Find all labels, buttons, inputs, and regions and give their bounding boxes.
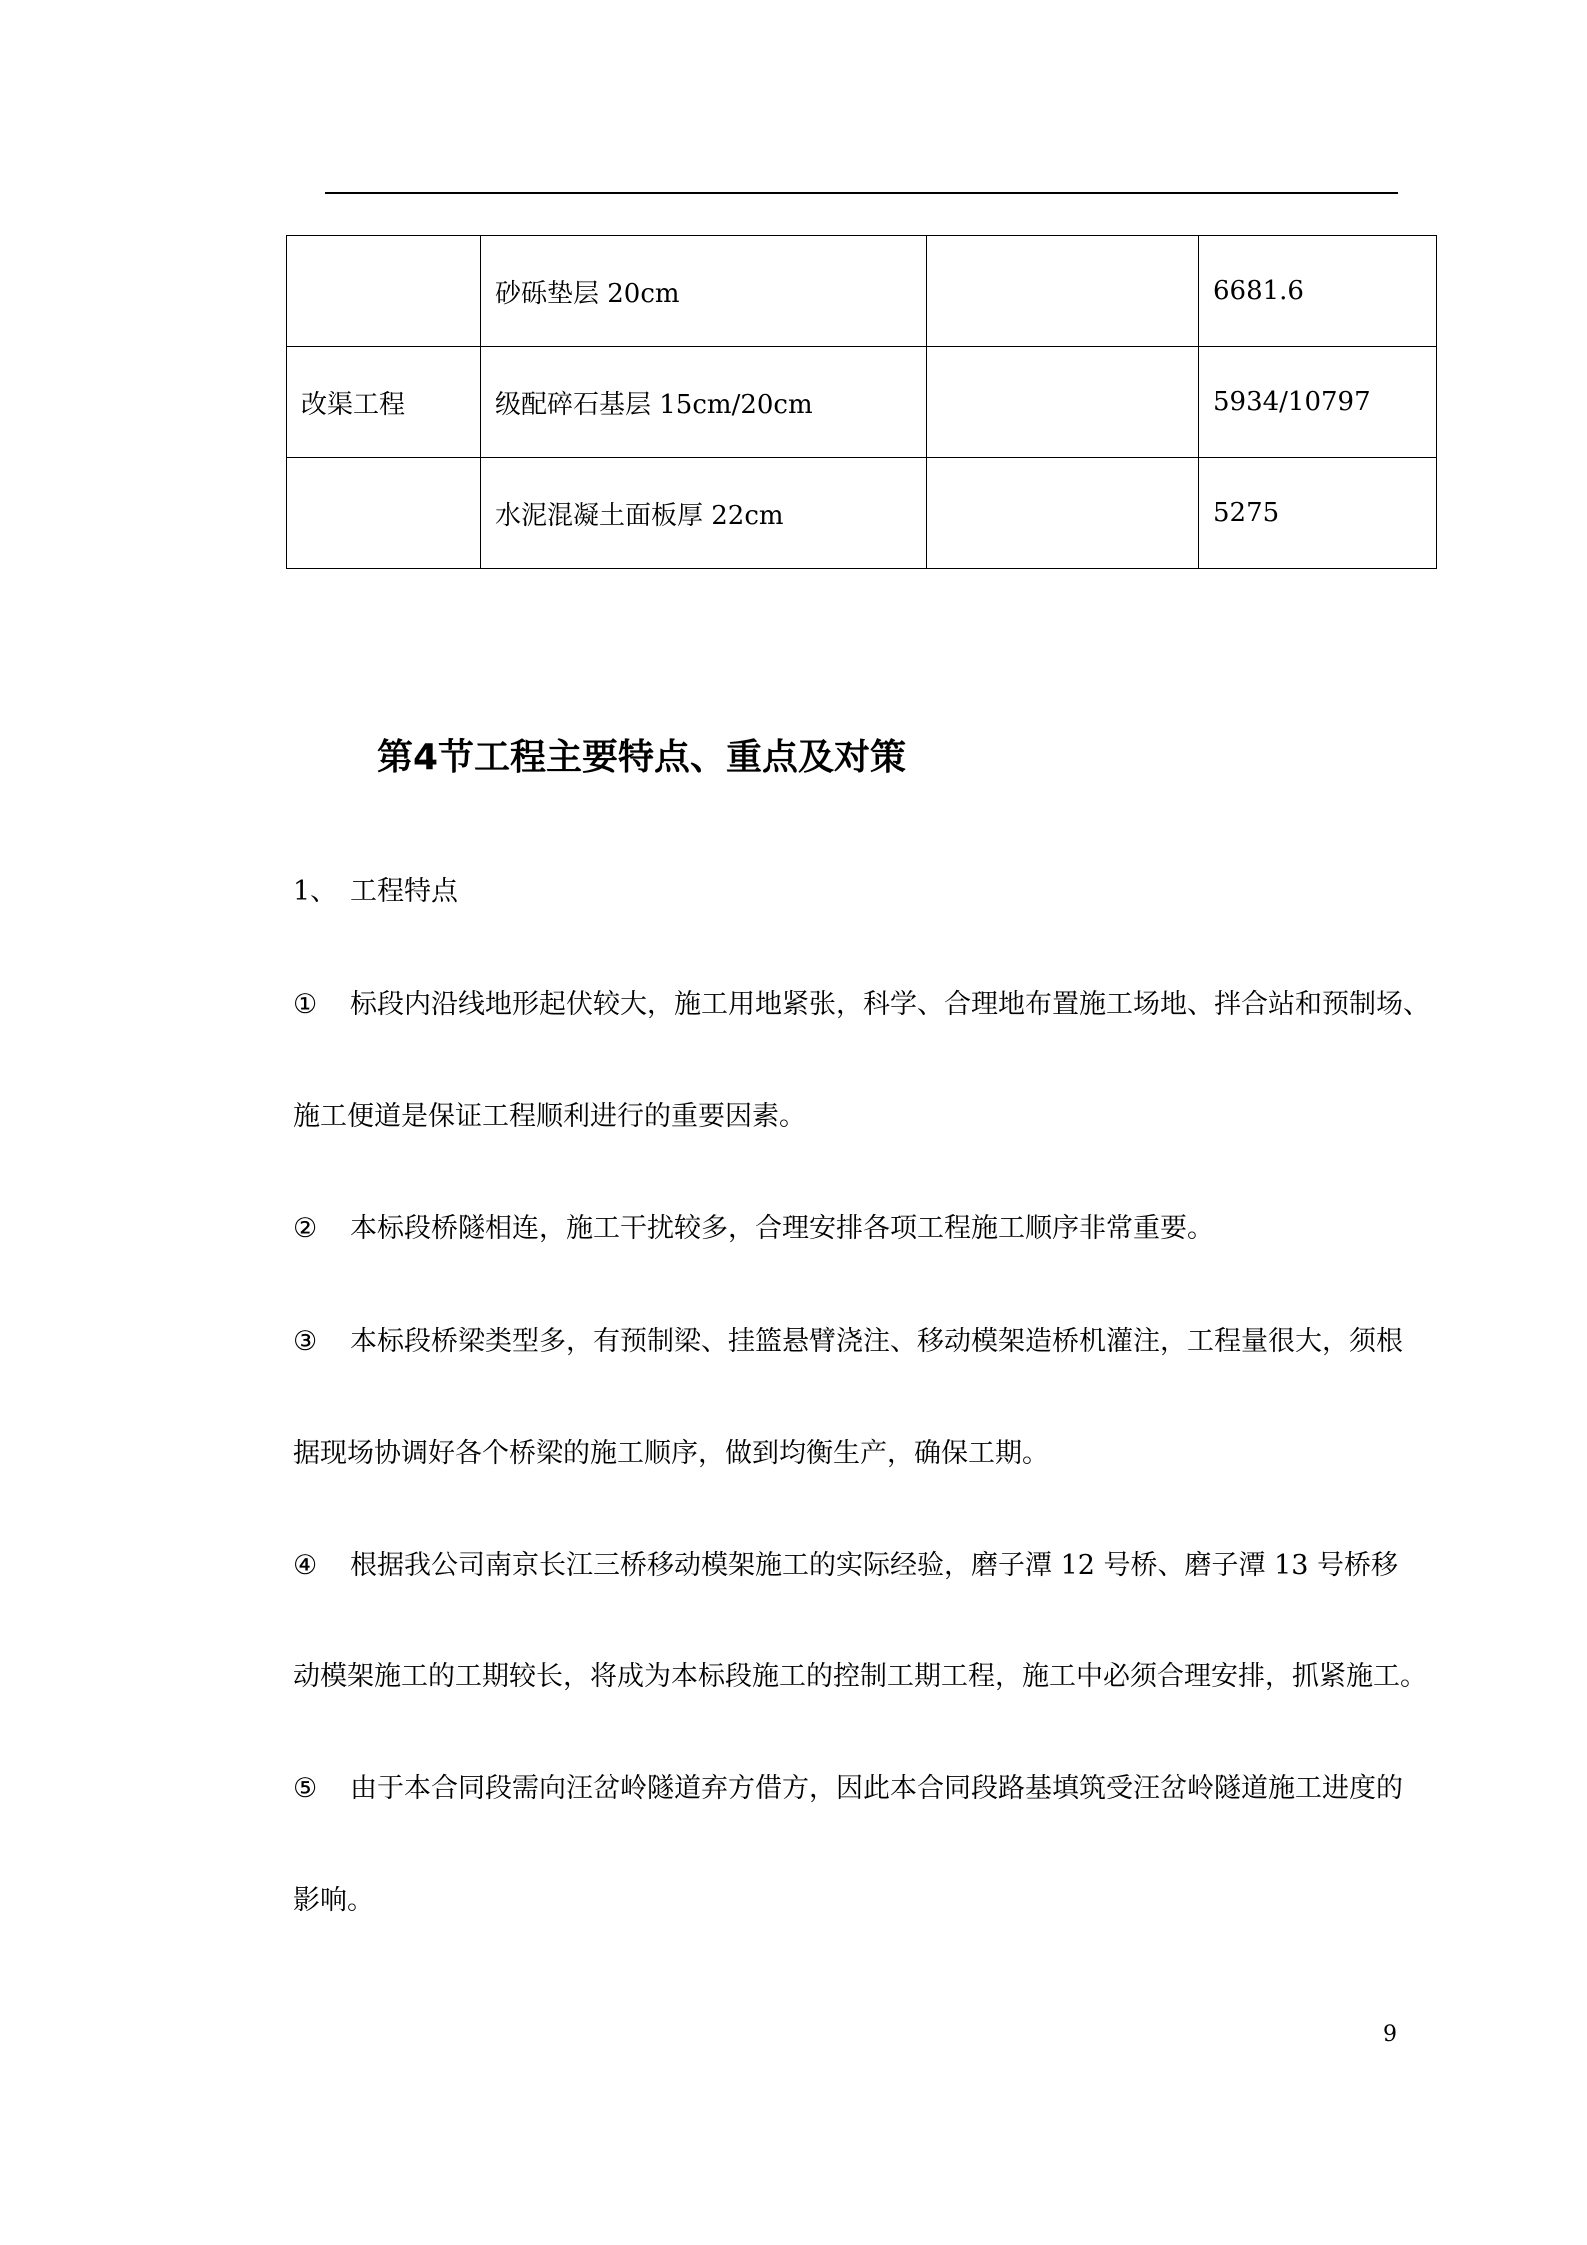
- quantity-cell: 5934/10797: [1199, 347, 1437, 458]
- item-cell: 水泥混凝土面板厚 22cm: [481, 458, 927, 569]
- point-text: 标段内沿线地形起伏较大，施工用地紧张，科学、合理地布置施工场地、拌合站和预制场、: [350, 989, 1430, 1020]
- point-text: 本标段桥梁类型多，有预制梁、挂篮悬臂浇注、移动模架造桥机灌注，工程量很大，须根: [350, 1326, 1403, 1357]
- point-marker: ④: [293, 1550, 318, 1581]
- point-text: 本标段桥隧相连，施工干扰较多，合理安排各项工程施工顺序非常重要。: [350, 1213, 1214, 1244]
- point-1-line-2: 施工便道是保证工程顺利进行的重要因素。: [293, 1101, 806, 1132]
- item-title: [293, 872, 458, 912]
- point-3-line-1: [293, 1322, 1403, 1362]
- point-1-line-1: [293, 985, 1430, 1025]
- point-marker: ⑤: [293, 1773, 318, 1804]
- table-row: [287, 458, 1437, 569]
- unit-cell: [927, 458, 1199, 569]
- quantity-cell: 6681.6: [1199, 236, 1437, 347]
- unit-cell: [927, 347, 1199, 458]
- category-cell: 改渠工程: [287, 347, 481, 458]
- point-2-line-1: [293, 1209, 1214, 1249]
- point-4-line-1: [293, 1546, 1398, 1586]
- quantities-table: [286, 235, 1437, 569]
- category-cell: [287, 236, 481, 347]
- point-5-line-1: [293, 1769, 1403, 1809]
- quantity-cell: 5275: [1199, 458, 1437, 569]
- table-row: [287, 347, 1437, 458]
- point-3-line-2: 据现场协调好各个桥梁的施工顺序，做到均衡生产，确保工期。: [293, 1438, 1049, 1469]
- header-rule: [325, 192, 1398, 194]
- point-4-line-2: 动模架施工的工期较长，将成为本标段施工的控制工期工程，施工中必须合理安排，抓紧施工。: [293, 1661, 1427, 1692]
- item-cell: 级配碎石基层 15cm/20cm: [481, 347, 927, 458]
- item-title-text: 工程特点: [350, 876, 458, 907]
- point-text: 由于本合同段需向汪岔岭隧道弃方借方，因此本合同段路基填筑受汪岔岭隧道施工进度的: [350, 1773, 1403, 1804]
- page-number: 9: [1383, 2022, 1397, 2047]
- item-number: 1、: [293, 876, 338, 907]
- point-marker: ①: [293, 989, 318, 1020]
- point-marker: ②: [293, 1213, 318, 1244]
- point-marker: ③: [293, 1326, 318, 1357]
- section-heading: 第4节工程主要特点、重点及对策: [377, 737, 907, 778]
- point-text: 根据我公司南京长江三桥移动模架施工的实际经验，磨子潭 12 号桥、磨子潭 13 号桥移: [350, 1550, 1399, 1581]
- point-5-line-2: 影响。: [293, 1885, 374, 1916]
- table-row: [287, 236, 1437, 347]
- item-cell: 砂砾垫层 20cm: [481, 236, 927, 347]
- unit-cell: [927, 236, 1199, 347]
- category-cell: [287, 458, 481, 569]
